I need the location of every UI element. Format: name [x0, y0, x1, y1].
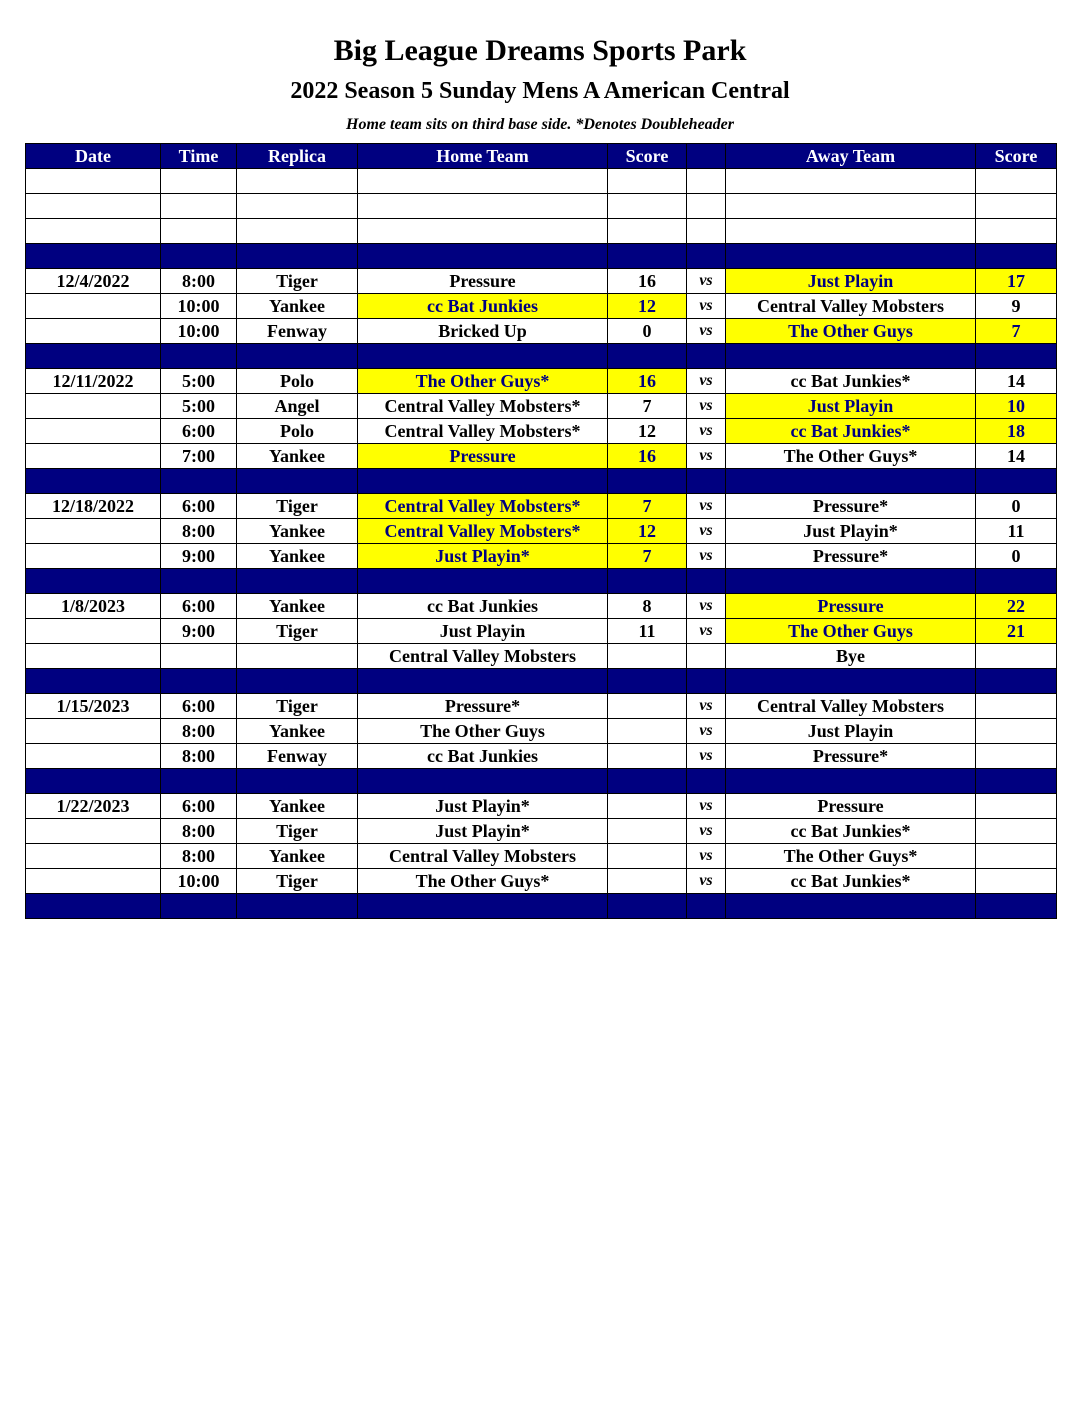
empty-cell — [26, 669, 161, 694]
empty-cell — [687, 669, 726, 694]
empty-cell — [976, 169, 1057, 194]
date-cell: 12/4/2022 — [26, 269, 161, 294]
empty-cell — [687, 244, 726, 269]
home-team-cell: Central Valley Mobsters — [358, 644, 608, 669]
date-cell — [26, 444, 161, 469]
empty-cell — [237, 669, 358, 694]
home-team-cell: Pressure* — [358, 694, 608, 719]
game-row — [26, 319, 1057, 344]
vs-cell: vs — [687, 394, 726, 419]
home-team-cell: Just Playin* — [358, 544, 608, 569]
game-row — [26, 819, 1057, 844]
home-team-cell: Central Valley Mobsters* — [358, 494, 608, 519]
empty-cell — [358, 344, 608, 369]
home-team-cell: Just Playin* — [358, 819, 608, 844]
replica-cell: Yankee — [237, 519, 358, 544]
away-team-cell: Pressure* — [726, 494, 976, 519]
empty-cell — [976, 569, 1057, 594]
empty-cell — [237, 219, 358, 244]
away-team-cell: The Other Guys* — [726, 844, 976, 869]
empty-cell — [237, 469, 358, 494]
away-team-cell: Central Valley Mobsters — [726, 694, 976, 719]
empty-cell — [358, 244, 608, 269]
empty-cell — [237, 344, 358, 369]
vs-cell — [687, 644, 726, 669]
away-score-cell: 21 — [976, 619, 1057, 644]
vs-cell: vs — [687, 444, 726, 469]
date-cell — [26, 869, 161, 894]
away-team-cell: Just Playin — [726, 269, 976, 294]
time-cell: 10:00 — [161, 869, 237, 894]
empty-cell — [687, 219, 726, 244]
empty-cell — [976, 244, 1057, 269]
home-score-cell: 11 — [608, 619, 687, 644]
game-row — [26, 594, 1057, 619]
page-title: Big League Dreams Sports Park — [333, 34, 747, 67]
empty-cell — [608, 769, 687, 794]
away-team-cell: cc Bat Junkies* — [726, 369, 976, 394]
vs-cell: vs — [687, 369, 726, 394]
empty-cell — [976, 469, 1057, 494]
col-away-team: Away Team — [726, 144, 976, 169]
separator-row — [26, 894, 1057, 919]
empty-cell — [237, 769, 358, 794]
away-team-cell: Central Valley Mobsters — [726, 294, 976, 319]
empty-cell — [608, 194, 687, 219]
home-team-cell: Central Valley Mobsters* — [358, 394, 608, 419]
game-row — [26, 269, 1057, 294]
time-cell: 8:00 — [161, 269, 237, 294]
empty-cell — [358, 169, 608, 194]
home-score-cell: 8 — [608, 594, 687, 619]
empty-cell — [26, 244, 161, 269]
empty-cell — [687, 344, 726, 369]
date-cell — [26, 544, 161, 569]
home-team-cell: The Other Guys* — [358, 869, 608, 894]
home-score-cell — [608, 844, 687, 869]
away-score-cell — [976, 694, 1057, 719]
away-team-cell: cc Bat Junkies* — [726, 419, 976, 444]
date-cell — [26, 844, 161, 869]
away-team-cell: Pressure* — [726, 744, 976, 769]
home-score-cell: 16 — [608, 444, 687, 469]
time-cell: 6:00 — [161, 594, 237, 619]
away-team-cell: Pressure — [726, 794, 976, 819]
away-score-cell: 22 — [976, 594, 1057, 619]
home-score-cell — [608, 644, 687, 669]
empty-cell — [358, 669, 608, 694]
empty-cell — [726, 194, 976, 219]
empty-cell — [726, 219, 976, 244]
time-cell: 8:00 — [161, 719, 237, 744]
empty-cell — [237, 244, 358, 269]
replica-cell: Polo — [237, 419, 358, 444]
date-cell: 12/11/2022 — [26, 369, 161, 394]
home-team-cell: The Other Guys* — [358, 369, 608, 394]
replica-cell: Yankee — [237, 444, 358, 469]
empty-cell — [976, 894, 1057, 919]
empty-cell — [26, 194, 161, 219]
home-score-cell: 12 — [608, 419, 687, 444]
vs-cell: vs — [687, 494, 726, 519]
game-row — [26, 394, 1057, 419]
empty-cell — [358, 469, 608, 494]
home-team-cell: Central Valley Mobsters* — [358, 519, 608, 544]
vs-cell: vs — [687, 419, 726, 444]
game-row — [26, 369, 1057, 394]
empty-cell — [726, 469, 976, 494]
game-row — [26, 794, 1057, 819]
game-row — [26, 694, 1057, 719]
empty-cell — [358, 894, 608, 919]
replica-cell: Yankee — [237, 544, 358, 569]
home-team-cell: Bricked Up — [358, 319, 608, 344]
date-cell — [26, 744, 161, 769]
empty-cell — [687, 169, 726, 194]
empty-cell — [976, 769, 1057, 794]
home-score-cell — [608, 794, 687, 819]
vs-cell: vs — [687, 744, 726, 769]
date-cell — [26, 319, 161, 344]
empty-cell — [608, 469, 687, 494]
replica-cell: Tiger — [237, 694, 358, 719]
empty-cell — [358, 219, 608, 244]
time-cell: 6:00 — [161, 494, 237, 519]
date-cell — [26, 719, 161, 744]
home-score-cell — [608, 744, 687, 769]
home-score-cell: 0 — [608, 319, 687, 344]
replica-cell: Tiger — [237, 819, 358, 844]
replica-cell: Yankee — [237, 594, 358, 619]
col-date: Date — [26, 144, 161, 169]
separator-row — [26, 569, 1057, 594]
vs-cell: vs — [687, 719, 726, 744]
empty-cell — [608, 569, 687, 594]
empty-cell — [161, 569, 237, 594]
empty-cell — [687, 569, 726, 594]
game-row — [26, 719, 1057, 744]
empty-cell — [26, 894, 161, 919]
col-vs — [687, 144, 726, 169]
vs-cell: vs — [687, 294, 726, 319]
game-row — [26, 444, 1057, 469]
home-score-cell: 16 — [608, 369, 687, 394]
away-score-cell — [976, 794, 1057, 819]
home-score-cell: 12 — [608, 294, 687, 319]
empty-cell — [358, 194, 608, 219]
date-cell — [26, 819, 161, 844]
home-score-cell: 12 — [608, 519, 687, 544]
empty-cell — [726, 169, 976, 194]
replica-cell: Yankee — [237, 294, 358, 319]
empty-cell — [26, 569, 161, 594]
time-cell: 5:00 — [161, 369, 237, 394]
schedule-body — [26, 169, 1057, 919]
blank-row — [26, 169, 1057, 194]
time-cell: 6:00 — [161, 419, 237, 444]
empty-cell — [687, 469, 726, 494]
date-cell — [26, 394, 161, 419]
time-cell: 6:00 — [161, 694, 237, 719]
empty-cell — [26, 344, 161, 369]
replica-cell: Polo — [237, 369, 358, 394]
away-score-cell — [976, 869, 1057, 894]
home-score-cell — [608, 694, 687, 719]
page-subtitle: 2022 Season 5 Sunday Mens A American Central — [290, 78, 790, 104]
empty-cell — [726, 669, 976, 694]
replica-cell: Tiger — [237, 494, 358, 519]
game-row — [26, 544, 1057, 569]
away-score-cell — [976, 644, 1057, 669]
empty-cell — [608, 344, 687, 369]
replica-cell: Angel — [237, 394, 358, 419]
empty-cell — [161, 344, 237, 369]
separator-row — [26, 669, 1057, 694]
vs-cell: vs — [687, 694, 726, 719]
date-cell: 1/8/2023 — [26, 594, 161, 619]
home-team-cell: cc Bat Junkies — [358, 744, 608, 769]
date-cell — [26, 644, 161, 669]
empty-cell — [26, 169, 161, 194]
empty-cell — [726, 244, 976, 269]
game-row — [26, 494, 1057, 519]
away-score-cell: 0 — [976, 494, 1057, 519]
away-score-cell: 14 — [976, 444, 1057, 469]
home-team-cell: The Other Guys — [358, 719, 608, 744]
empty-cell — [976, 194, 1057, 219]
empty-cell — [161, 769, 237, 794]
vs-cell: vs — [687, 269, 726, 294]
schedule-table — [25, 143, 1057, 919]
away-score-cell — [976, 719, 1057, 744]
blank-row — [26, 194, 1057, 219]
away-score-cell: 17 — [976, 269, 1057, 294]
home-score-cell: 7 — [608, 494, 687, 519]
away-team-cell: cc Bat Junkies* — [726, 869, 976, 894]
empty-cell — [976, 344, 1057, 369]
empty-cell — [161, 194, 237, 219]
empty-cell — [161, 469, 237, 494]
empty-cell — [687, 769, 726, 794]
home-team-cell: Central Valley Mobsters — [358, 844, 608, 869]
empty-cell — [161, 169, 237, 194]
empty-cell — [161, 244, 237, 269]
replica-cell: Tiger — [237, 869, 358, 894]
home-score-cell: 7 — [608, 544, 687, 569]
vs-cell: vs — [687, 844, 726, 869]
replica-cell: Tiger — [237, 269, 358, 294]
empty-cell — [26, 469, 161, 494]
away-score-cell — [976, 819, 1057, 844]
time-cell: 9:00 — [161, 544, 237, 569]
empty-cell — [237, 194, 358, 219]
game-row — [26, 619, 1057, 644]
vs-cell: vs — [687, 319, 726, 344]
col-away-score: Score — [976, 144, 1057, 169]
replica-cell — [237, 644, 358, 669]
away-team-cell: Just Playin — [726, 719, 976, 744]
empty-cell — [608, 219, 687, 244]
empty-cell — [237, 169, 358, 194]
home-team-cell: cc Bat Junkies — [358, 294, 608, 319]
time-cell: 8:00 — [161, 519, 237, 544]
game-row — [26, 519, 1057, 544]
separator-row — [26, 469, 1057, 494]
date-cell: 1/22/2023 — [26, 794, 161, 819]
separator-row — [26, 769, 1057, 794]
away-score-cell — [976, 844, 1057, 869]
away-score-cell: 10 — [976, 394, 1057, 419]
date-cell: 1/15/2023 — [26, 694, 161, 719]
empty-cell — [726, 569, 976, 594]
time-cell: 10:00 — [161, 319, 237, 344]
col-home-score: Score — [608, 144, 687, 169]
game-row — [26, 844, 1057, 869]
empty-cell — [358, 569, 608, 594]
empty-cell — [161, 669, 237, 694]
home-team-cell: Just Playin* — [358, 794, 608, 819]
empty-cell — [26, 219, 161, 244]
time-cell: 9:00 — [161, 619, 237, 644]
game-row — [26, 294, 1057, 319]
empty-cell — [608, 669, 687, 694]
time-cell: 5:00 — [161, 394, 237, 419]
vs-cell: vs — [687, 794, 726, 819]
empty-cell — [608, 244, 687, 269]
home-team-cell: cc Bat Junkies — [358, 594, 608, 619]
home-team-cell: Central Valley Mobsters* — [358, 419, 608, 444]
home-score-cell — [608, 869, 687, 894]
home-team-cell: Just Playin — [358, 619, 608, 644]
empty-cell — [26, 769, 161, 794]
away-team-cell: cc Bat Junkies* — [726, 819, 976, 844]
away-team-cell: Pressure — [726, 594, 976, 619]
time-cell: 6:00 — [161, 794, 237, 819]
date-cell — [26, 619, 161, 644]
replica-cell: Tiger — [237, 619, 358, 644]
vs-cell: vs — [687, 869, 726, 894]
time-cell: 10:00 — [161, 294, 237, 319]
home-team-cell: Pressure — [358, 444, 608, 469]
date-cell: 12/18/2022 — [26, 494, 161, 519]
away-score-cell: 18 — [976, 419, 1057, 444]
vs-cell: vs — [687, 544, 726, 569]
time-cell — [161, 644, 237, 669]
away-score-cell — [976, 744, 1057, 769]
game-row — [26, 644, 1057, 669]
replica-cell: Yankee — [237, 719, 358, 744]
away-score-cell: 9 — [976, 294, 1057, 319]
empty-cell — [976, 669, 1057, 694]
col-replica: Replica — [237, 144, 358, 169]
away-score-cell: 14 — [976, 369, 1057, 394]
away-score-cell: 0 — [976, 544, 1057, 569]
page-note: Home team sits on third base side. *Denotes Doubleheader — [346, 116, 734, 133]
empty-cell — [687, 194, 726, 219]
away-team-cell: The Other Guys* — [726, 444, 976, 469]
time-cell: 7:00 — [161, 444, 237, 469]
header-row — [26, 144, 1057, 169]
empty-cell — [726, 894, 976, 919]
home-score-cell: 7 — [608, 394, 687, 419]
separator-row — [26, 244, 1057, 269]
vs-cell: vs — [687, 594, 726, 619]
home-team-cell: Pressure — [358, 269, 608, 294]
game-row — [26, 869, 1057, 894]
empty-cell — [237, 569, 358, 594]
away-team-cell: Just Playin — [726, 394, 976, 419]
away-score-cell: 11 — [976, 519, 1057, 544]
separator-row — [26, 344, 1057, 369]
away-team-cell: The Other Guys — [726, 319, 976, 344]
empty-cell — [687, 894, 726, 919]
away-team-cell: The Other Guys — [726, 619, 976, 644]
blank-row — [26, 219, 1057, 244]
empty-cell — [161, 219, 237, 244]
time-cell: 8:00 — [161, 744, 237, 769]
game-row — [26, 419, 1057, 444]
game-row — [26, 744, 1057, 769]
col-home-team: Home Team — [358, 144, 608, 169]
empty-cell — [726, 769, 976, 794]
home-score-cell: 16 — [608, 269, 687, 294]
time-cell: 8:00 — [161, 844, 237, 869]
vs-cell: vs — [687, 519, 726, 544]
empty-cell — [161, 894, 237, 919]
replica-cell: Fenway — [237, 319, 358, 344]
vs-cell: vs — [687, 819, 726, 844]
empty-cell — [726, 344, 976, 369]
away-team-cell: Pressure* — [726, 544, 976, 569]
vs-cell: vs — [687, 619, 726, 644]
empty-cell — [358, 769, 608, 794]
empty-cell — [608, 169, 687, 194]
empty-cell — [608, 894, 687, 919]
replica-cell: Yankee — [237, 844, 358, 869]
away-score-cell: 7 — [976, 319, 1057, 344]
home-score-cell — [608, 819, 687, 844]
empty-cell — [237, 894, 358, 919]
time-cell: 8:00 — [161, 819, 237, 844]
date-cell — [26, 519, 161, 544]
replica-cell: Fenway — [237, 744, 358, 769]
home-score-cell — [608, 719, 687, 744]
col-time: Time — [161, 144, 237, 169]
away-team-cell: Bye — [726, 644, 976, 669]
date-cell — [26, 419, 161, 444]
away-team-cell: Just Playin* — [726, 519, 976, 544]
date-cell — [26, 294, 161, 319]
empty-cell — [976, 219, 1057, 244]
replica-cell: Yankee — [237, 794, 358, 819]
